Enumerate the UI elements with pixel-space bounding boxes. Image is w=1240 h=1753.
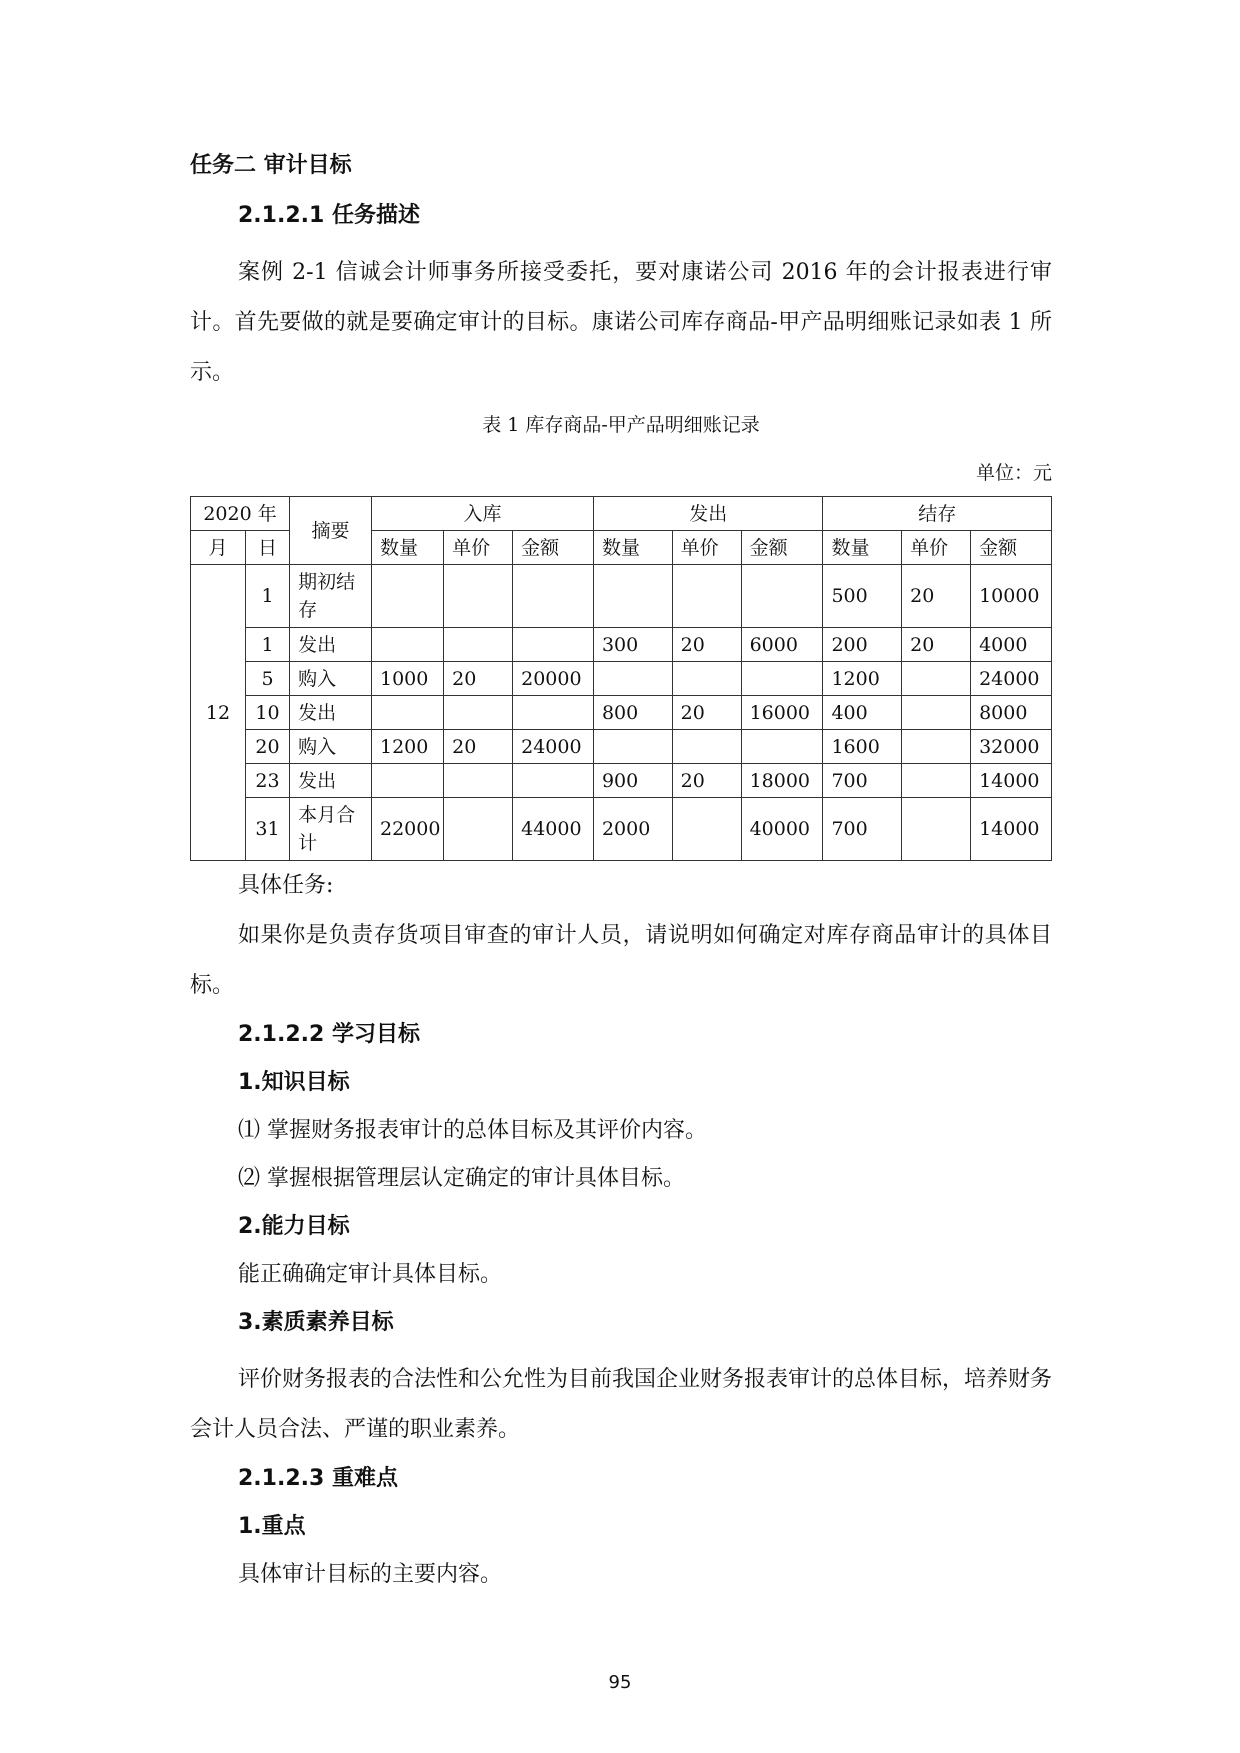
sub-header: 单价: [444, 531, 513, 565]
out-price-cell: [672, 730, 741, 764]
day-header: 日: [245, 531, 289, 565]
subsection-learning-goals: 2.1.2.2 学习目标: [238, 1022, 420, 1047]
knowledge-item: ⑴ 掌握财务报表审计的总体目标及其评价内容。: [238, 1118, 707, 1143]
table-unit: 单位：元: [975, 462, 1052, 484]
in-header: 入库: [371, 497, 593, 531]
out-price-cell: [672, 662, 741, 696]
summary-cell: 期初结存: [290, 565, 372, 628]
summary-cell: 发出: [290, 628, 372, 662]
in-price-cell: [444, 798, 513, 861]
day-cell: 5: [245, 662, 289, 696]
summary-cell: 发出: [290, 696, 372, 730]
out-amt-cell: [741, 565, 823, 628]
bal-amt-cell: 14000: [971, 798, 1052, 861]
day-cell: 1: [245, 628, 289, 662]
out-price-cell: 20: [672, 764, 741, 798]
in-qty-cell: [371, 696, 443, 730]
in-price-cell: [444, 565, 513, 628]
in-amt-cell: 44000: [513, 798, 594, 861]
table-caption: 表 1 库存商品-甲产品明细账记录: [482, 414, 760, 436]
in-price-cell: [444, 628, 513, 662]
in-amt-cell: [513, 764, 594, 798]
in-qty-cell: [371, 565, 443, 628]
sub-header: 金额: [741, 531, 823, 565]
out-amt-cell: 40000: [741, 798, 823, 861]
out-qty-cell: 800: [593, 696, 672, 730]
case-paragraph: 案例 2-1 信诚会计师事务所接受委托，要对康诺公司 2016 年的会计报表进行审计。首先要做的就是要确定审计的目标。康诺公司库存商品-甲产品明细账记录如表 1 所示。: [190, 260, 1052, 385]
in-qty-cell: 22000: [371, 798, 443, 861]
table-row: [191, 565, 1052, 628]
bal-price-cell: [902, 730, 971, 764]
bal-price-cell: 20: [902, 565, 971, 628]
out-amt-cell: [741, 730, 823, 764]
bal-price-cell: [902, 662, 971, 696]
out-price-cell: [672, 798, 741, 861]
bal-amt-cell: 10000: [971, 565, 1052, 628]
subsection-task-description: 2.1.2.1 任务描述: [238, 203, 420, 228]
in-amt-cell: [513, 696, 594, 730]
balance-header: 结存: [823, 497, 1052, 531]
out-header: 发出: [593, 497, 823, 531]
subsection-key-points: 2.1.2.3 重难点: [238, 1466, 398, 1491]
in-amt-cell: [513, 565, 594, 628]
in-price-cell: [444, 696, 513, 730]
out-qty-cell: 900: [593, 764, 672, 798]
summary-cell: 发出: [290, 764, 372, 798]
bal-qty-cell: 1600: [823, 730, 902, 764]
summary-cell: 购入: [290, 662, 372, 696]
table-row: [191, 662, 1052, 696]
out-qty-cell: 2000: [593, 798, 672, 861]
day-cell: 20: [245, 730, 289, 764]
key-points-text: 具体审计目标的主要内容。: [238, 1562, 503, 1587]
task-label: 具体任务:: [238, 873, 334, 898]
bal-qty-cell: 1200: [823, 662, 902, 696]
out-amt-cell: 6000: [741, 628, 823, 662]
bal-price-cell: [902, 696, 971, 730]
out-qty-cell: [593, 565, 672, 628]
page-number: 95: [608, 1672, 632, 1693]
knowledge-goals-title: 1.知识目标: [238, 1070, 350, 1095]
day-cell: 10: [245, 696, 289, 730]
sub-header: 金额: [513, 531, 594, 565]
table-header-row-1: [191, 497, 1052, 531]
bal-amt-cell: 32000: [971, 730, 1052, 764]
bal-amt-cell: 4000: [971, 628, 1052, 662]
out-price-cell: 20: [672, 628, 741, 662]
table-row: [191, 628, 1052, 662]
sub-header: 单价: [902, 531, 971, 565]
table-row: [191, 696, 1052, 730]
summary-header: 摘要: [290, 497, 372, 565]
in-amt-cell: 24000: [513, 730, 594, 764]
out-price-cell: 20: [672, 696, 741, 730]
in-qty-cell: [371, 764, 443, 798]
inventory-ledger-table: [190, 496, 1052, 861]
out-amt-cell: 16000: [741, 696, 823, 730]
bal-qty-cell: 700: [823, 798, 902, 861]
day-cell: 31: [245, 798, 289, 861]
table-row: [191, 798, 1052, 861]
quality-goals-paragraph: 评价财务报表的合法性和公允性为目前我国企业财务报表审计的总体目标，培养财务会计人员合法、严谨的职业素养。: [190, 1367, 1053, 1442]
sub-header: 数量: [593, 531, 672, 565]
month-cell: 12: [191, 565, 246, 861]
out-price-cell: [672, 565, 741, 628]
out-amt-cell: [741, 662, 823, 696]
in-price-cell: [444, 764, 513, 798]
bal-amt-cell: 14000: [971, 764, 1052, 798]
in-price-cell: 20: [444, 662, 513, 696]
ability-goals-title: 2.能力目标: [238, 1214, 350, 1239]
task-paragraph: 如果你是负责存货项目审查的审计人员，请说明如何确定对库存商品审计的具体目标。: [190, 923, 1052, 998]
summary-cell: 本月合计: [290, 798, 372, 861]
bal-price-cell: [902, 764, 971, 798]
bal-qty-cell: 200: [823, 628, 902, 662]
ability-goals-text: 能正确确定审计具体目标。: [238, 1262, 503, 1287]
in-price-cell: 20: [444, 730, 513, 764]
year-header: 2020 年: [191, 497, 290, 531]
out-amt-cell: 18000: [741, 764, 823, 798]
bal-price-cell: [902, 798, 971, 861]
day-cell: 23: [245, 764, 289, 798]
key-points-title: 1.重点: [238, 1514, 306, 1539]
out-qty-cell: [593, 730, 672, 764]
in-qty-cell: [371, 628, 443, 662]
document-body: [190, 150, 1052, 1607]
out-qty-cell: 300: [593, 628, 672, 662]
sub-header: 数量: [823, 531, 902, 565]
bal-amt-cell: 24000: [971, 662, 1052, 696]
in-qty-cell: 1000: [371, 662, 443, 696]
sub-header: 金额: [971, 531, 1052, 565]
table-row: [191, 730, 1052, 764]
bal-qty-cell: 500: [823, 565, 902, 628]
day-cell: 1: [245, 565, 289, 628]
quality-goals-title: 3.素质素养目标: [238, 1310, 394, 1335]
sub-header: 数量: [371, 531, 443, 565]
in-amt-cell: 20000: [513, 662, 594, 696]
out-qty-cell: [593, 662, 672, 696]
bal-qty-cell: 700: [823, 764, 902, 798]
summary-cell: 购入: [290, 730, 372, 764]
sub-header: 单价: [672, 531, 741, 565]
knowledge-item: ⑵ 掌握根据管理层认定确定的审计具体目标。: [238, 1166, 685, 1191]
bal-price-cell: 20: [902, 628, 971, 662]
in-qty-cell: 1200: [371, 730, 443, 764]
in-amt-cell: [513, 628, 594, 662]
section-title: 任务二 审计目标: [190, 153, 352, 178]
bal-qty-cell: 400: [823, 696, 902, 730]
month-header: 月: [191, 531, 246, 565]
bal-amt-cell: 8000: [971, 696, 1052, 730]
table-row: [191, 764, 1052, 798]
